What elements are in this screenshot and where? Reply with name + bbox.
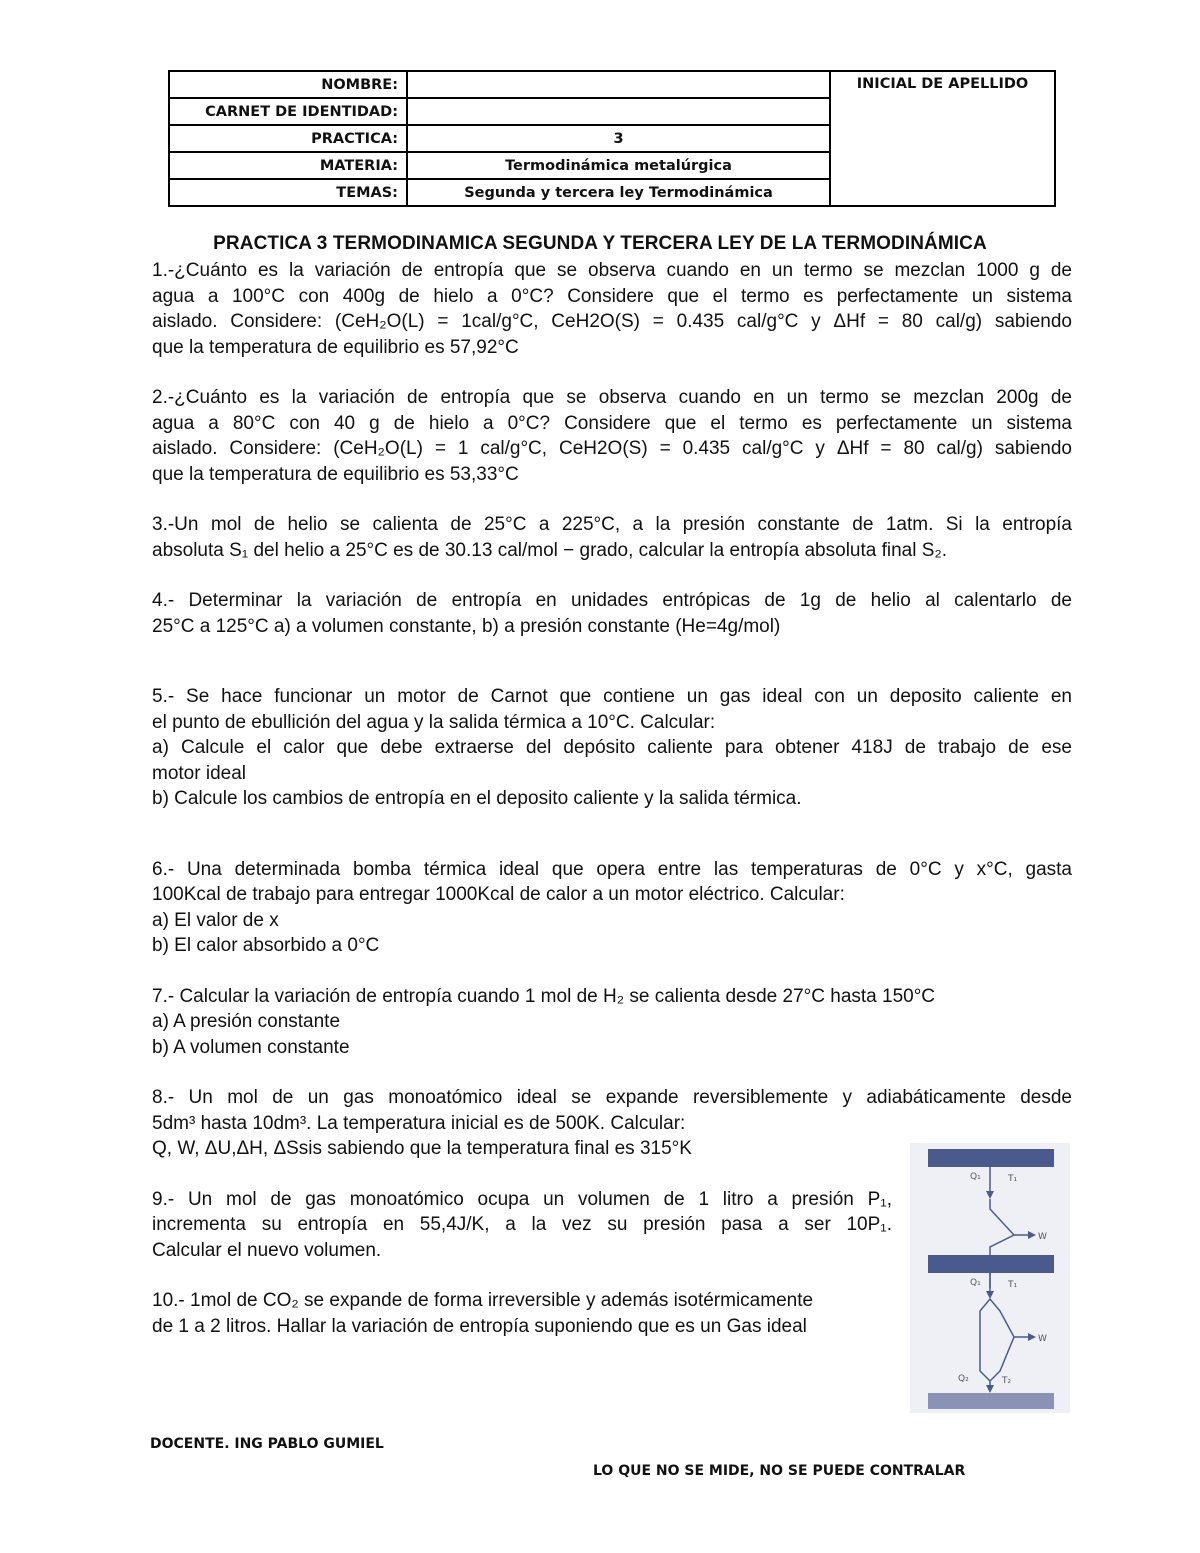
header-value-practica: 3 (407, 125, 830, 152)
problem-5-line-2: el punto de ebullición del agua y la salida térmica a 10°C. Calcular: (152, 711, 716, 733)
problem-2-line-4: que la temperatura de equilibrio es 53,33°C (152, 463, 519, 485)
cold-reservoir (928, 1393, 1054, 1409)
problem-2-line-3: aislado. Considere: (CeH₂O(L) = 1 cal/g°C, CeH2O(S) = 0.435 cal/g°C y ΔHf = 80 cal/g) sabiendo (152, 438, 1072, 459)
problem-9-line-1: 9.- Un mol de gas monoatómico ocupa un volumen de 1 litro a presión P₁, (152, 1188, 892, 1210)
problem-1-line-4: que la temperatura de equilibrio es 57,92°C (152, 336, 519, 358)
problem-5-line-3: a) Calcule el calor que debe extraerse del depósito caliente para obtener 418J de trabajo de ese (152, 737, 1072, 758)
problem-7-line-1: 7.- Calcular la variación de entropía cuando 1 mol de H₂ se calienta desde 27°C hasta 150°C (152, 985, 936, 1007)
problem-1-line-1: 1.-¿Cuánto es la variación de entropía que se observa cuando en un termo se mezclan 1000 g de (152, 260, 1072, 281)
problem-5-line-4: motor ideal (152, 762, 246, 784)
problem-7-line-2: a) A presión constante (152, 1011, 341, 1032)
problem-6-line-3: a) El valor de x (152, 909, 279, 931)
problem-6-line-4: b) El calor absorbido a 0°C (152, 935, 380, 956)
problem-1-line-3: aislado. Considere: (CeH₂O(L) = 1cal/g°C, CeH2O(S) = 0.435 cal/g°C y ΔHf = 80 cal/g) sabiendo (152, 311, 1072, 332)
header-label-temas: TEMAS: (169, 179, 407, 206)
label-q1-bottom: Q₁ (970, 1278, 981, 1288)
header-label-carnet: CARNET DE IDENTIDAD: (169, 98, 407, 125)
problem-9-line-2: incrementa su entropía en 55,4J/K, a la vez su presión pasa a ser 10P₁. (152, 1214, 892, 1235)
problem-4-line-1: 4.- Determinar la variación de entropía en unidades entrópicas de 1g de helio al calentarlo de (152, 590, 1072, 611)
hot-reservoir-2 (928, 1255, 1054, 1273)
page-title: PRACTICA 3 TERMODINAMICA SEGUNDA Y TERCERA LEY DE LA TERMODINÁMICA (213, 233, 987, 254)
problem-6-line-1: 6.- Una determinada bomba térmica ideal que opera entre las temperaturas de 0°C y x°C, gasta (152, 858, 1072, 880)
problem-4-line-2: 25°C a 125°C a) a volumen constante, b) a presión constante (He=4g/mol) (152, 615, 781, 637)
problem-5-line-5: b) Calcule los cambios de entropía en el deposito caliente y la salida térmica. (152, 788, 802, 809)
header-label-practica: PRACTICA: (169, 125, 407, 152)
header-table (168, 70, 1056, 206)
label-w-bottom: W (1038, 1334, 1047, 1344)
problem-9-line-3: Calcular el nuevo volumen. (152, 1239, 382, 1261)
problem-8-line-3: Q, W, ΔU,ΔH, ΔSsis sabiendo que la temperatura final es 315°K (152, 1138, 692, 1159)
header-value-temas: Segunda y tercera ley Termodinámica (407, 179, 830, 206)
problem-6-line-2: 100Kcal de trabajo para entregar 1000Kcal de calor a un motor eléctrico. Calcular: (152, 884, 845, 905)
carnot-diagram (910, 1143, 1070, 1413)
carnot-diagram-svg (910, 1143, 1070, 1413)
problem-10-line-2: de 1 a 2 litros. Hallar la variación de entropía suponiendo que es un Gas ideal (152, 1315, 807, 1337)
label-t1-top: T₁ (1008, 1174, 1018, 1184)
problem-3-line-1: 3.-Un mol de helio se calienta de 25°C a 225°C, a la presión constante de 1atm. Si la entropía (152, 514, 1072, 535)
label-q1-top: Q₁ (970, 1172, 981, 1182)
problem-10-line-1: 10.- 1mol de CO₂ se expande de forma irreversible y además isotérmicamente (152, 1290, 814, 1311)
header-value-carnet (407, 98, 830, 125)
label-q2: Q₂ (958, 1374, 969, 1384)
problem-5-line-1: 5.- Se hace funcionar un motor de Carnot que contiene un gas ideal con un deposito caliente en (152, 686, 1072, 707)
header-label-nombre: NOMBRE: (169, 71, 407, 98)
label-t1-bottom: T₁ (1008, 1280, 1018, 1290)
initial-label: INICIAL DE APELLIDO (830, 71, 1055, 206)
problem-2-line-1: 2.-¿Cuánto es la variación de entropía que se observa cuando en un termo se mezclan 200g de (152, 387, 1072, 408)
label-t2: T₂ (1002, 1376, 1012, 1386)
label-w-top: W (1038, 1232, 1047, 1242)
problem-8-line-2: 5dm³ hasta 10dm³. La temperatura inicial es de 500K. Calcular: (152, 1112, 686, 1134)
problem-1-line-2: agua a 100°C con 400g de hielo a 0°C? Considere que el termo es perfectamente un sistema (152, 285, 1072, 307)
problem-3-line-2: absoluta S₁ del helio a 25°C es de 30.13 cal/mol − grado, calcular la entropía absoluta final S₂. (152, 539, 948, 561)
header-value-nombre (407, 71, 830, 98)
hot-reservoir-1 (928, 1149, 1054, 1167)
header-value-materia: Termodinámica metalúrgica (407, 152, 830, 179)
footer-motto: LO QUE NO SE MIDE, NO SE PUEDE CONTRALAR (593, 1463, 966, 1479)
problem-8-line-1: 8.- Un mol de un gas monoatómico ideal se expande reversiblemente y adiabáticamente desde (152, 1087, 1072, 1108)
header-label-materia: MATERIA: (169, 152, 407, 179)
teacher-name: DOCENTE. ING PABLO GUMIEL (150, 1436, 384, 1452)
problem-2-line-2: agua a 80°C con 40 g de hielo a 0°C? Considere que el termo es perfectamente un sistema (152, 412, 1072, 434)
problem-7-line-3: b) A volumen constante (152, 1036, 350, 1058)
